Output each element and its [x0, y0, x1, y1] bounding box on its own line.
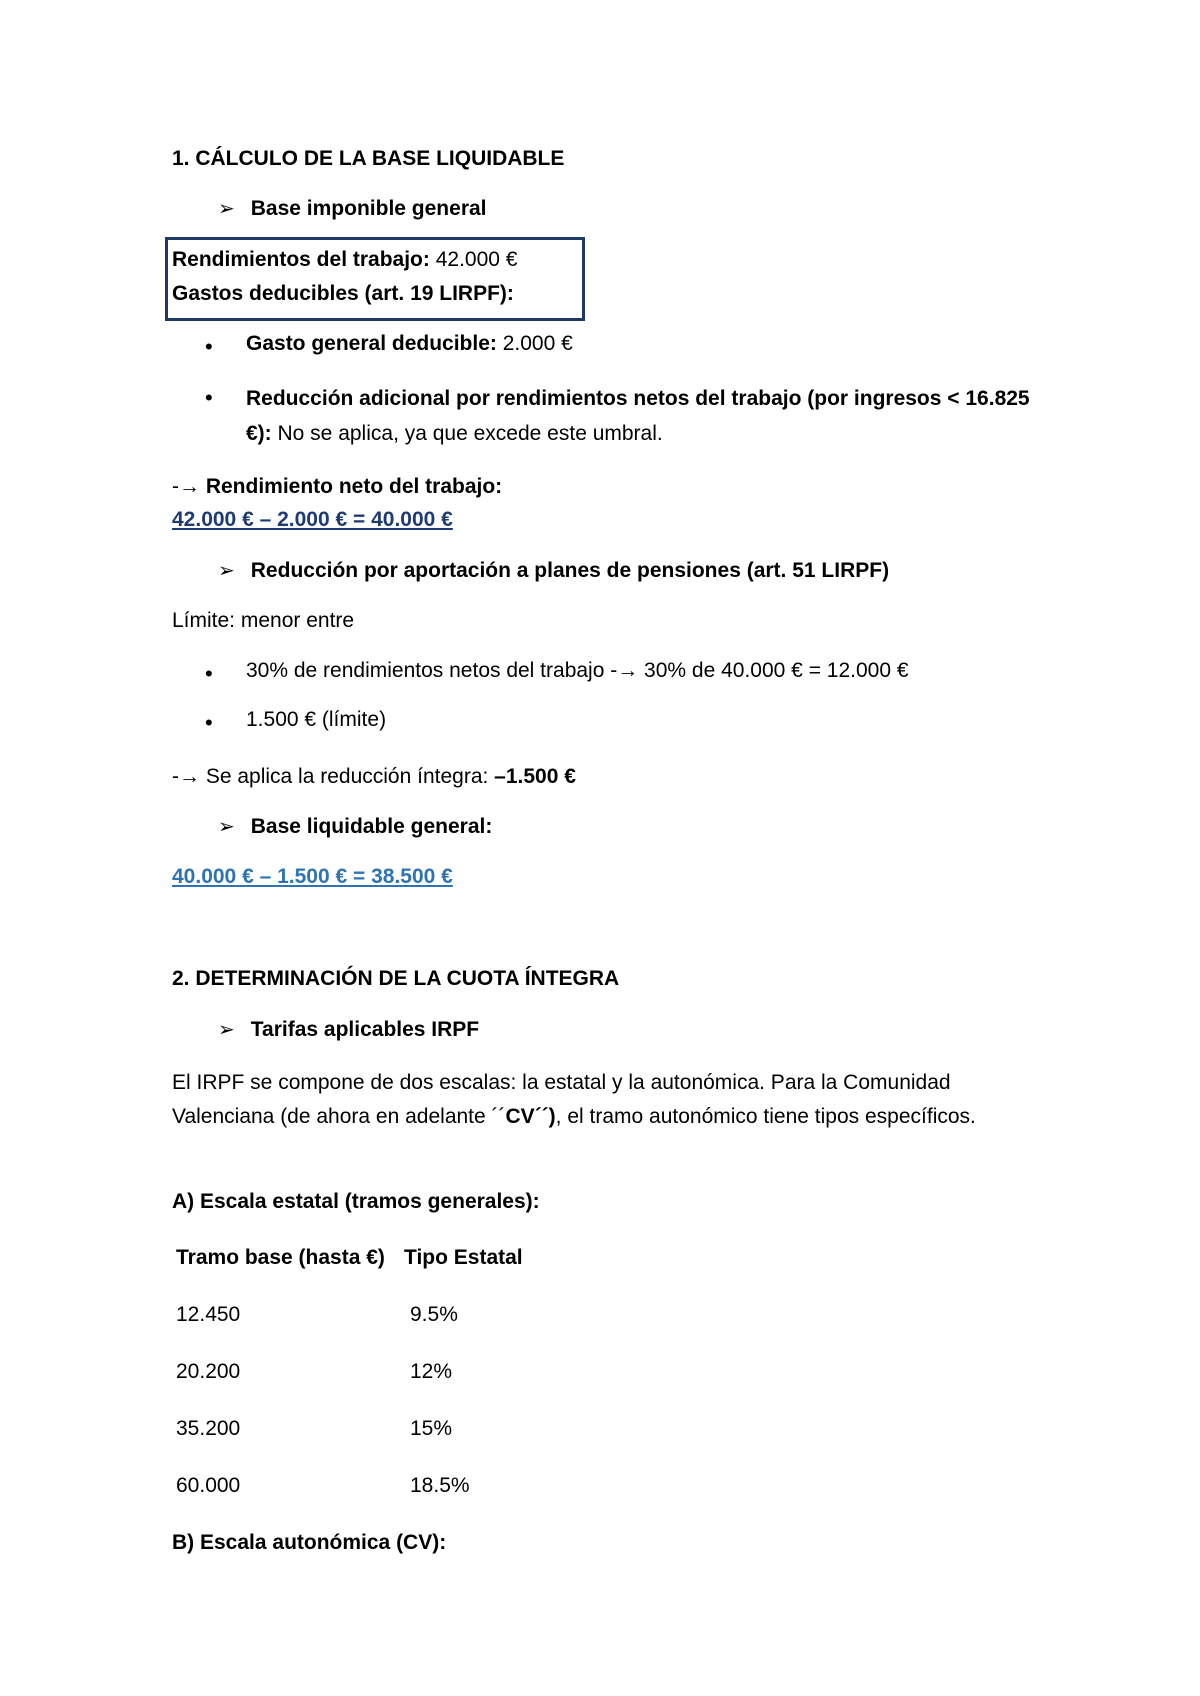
table-cell-tramo: 35.200 [176, 1417, 241, 1440]
table-cell-tramo: 20.200 [176, 1360, 241, 1383]
limite-line: Límite: menor entre [172, 609, 355, 632]
table-header-tramo: Tramo base (hasta €) [176, 1246, 385, 1269]
bullet-reduccion-adicional: Reducción adicional por rendimientos netos del trabajo (por ingresos < 16.825 €): No se aplica, ya que excede este umbral. [246, 387, 1030, 445]
subheading-tarifas: ➢ Tarifas aplicables IRPF [218, 1018, 480, 1041]
bullet-icon: • [205, 710, 213, 735]
table-cell-tipo: 9.5% [410, 1303, 458, 1326]
rendimientos-line: Rendimientos del trabajo: 42.000 € [172, 248, 518, 271]
table-cell-tipo: 15% [410, 1417, 453, 1440]
subheading-reduccion: ➢ Reducción por aportación a planes de pensiones (art. 51 LIRPF) [218, 559, 890, 582]
bullet-30pct: 30% de rendimientos netos del trabajo -→ 30% de 40.000 € = 12.000 € [246, 659, 909, 682]
gastos-line: Gastos deducibles (art. 19 LIRPF): [172, 282, 514, 305]
table-header-tipo: Tipo Estatal [404, 1246, 523, 1269]
bullet-gasto-general: Gasto general deducible: 2.000 € [246, 332, 573, 355]
escala-autonomica-heading: B) Escala autonómica (CV): [172, 1531, 447, 1554]
arrow-bullet-icon: ➢ [218, 198, 235, 220]
bullet-icon: • [205, 385, 213, 410]
table-cell-tramo: 60.000 [176, 1474, 241, 1497]
base-liquidable-calc: 40.000 € – 1.500 € = 38.500 € [172, 865, 453, 888]
bullet-icon: • [205, 334, 213, 359]
bullet-1500: 1.500 € (límite) [246, 708, 387, 731]
irpf-paragraph: El IRPF se compone de dos escalas: la estatal y la autonómica. Para la Comunidad Valenciana (de ahora en adelante ´´CV´´), el tramo autonómico tiene tipos específicos. [172, 1071, 976, 1128]
rend-neto-line: -→ Rendimiento neto del trabajo: [172, 475, 503, 498]
subheading-base-imponible: ➢ Base imponible general [218, 197, 487, 220]
bullet-icon: • [205, 661, 213, 686]
table-cell-tramo: 12.450 [176, 1303, 241, 1326]
arrow-bullet-icon: ➢ [218, 816, 235, 838]
subheading-base-liquidable: ➢ Base liquidable general: [218, 815, 493, 838]
table-cell-tipo: 18.5% [410, 1474, 470, 1497]
section1-heading: 1. CÁLCULO DE LA BASE LIQUIDABLE [172, 147, 565, 170]
table-cell-tipo: 12% [410, 1360, 453, 1383]
aplica-line: -→ Se aplica la reducción íntegra: –1.500 € [172, 765, 576, 788]
rend-neto-calc: 42.000 € – 2.000 € = 40.000 € [172, 508, 453, 531]
section2-heading: 2. DETERMINACIÓN DE LA CUOTA ÍNTEGRA [172, 967, 620, 990]
arrow-bullet-icon: ➢ [218, 560, 235, 582]
arrow-bullet-icon: ➢ [218, 1019, 235, 1041]
escala-estatal-heading: A) Escala estatal (tramos generales): [172, 1190, 540, 1213]
